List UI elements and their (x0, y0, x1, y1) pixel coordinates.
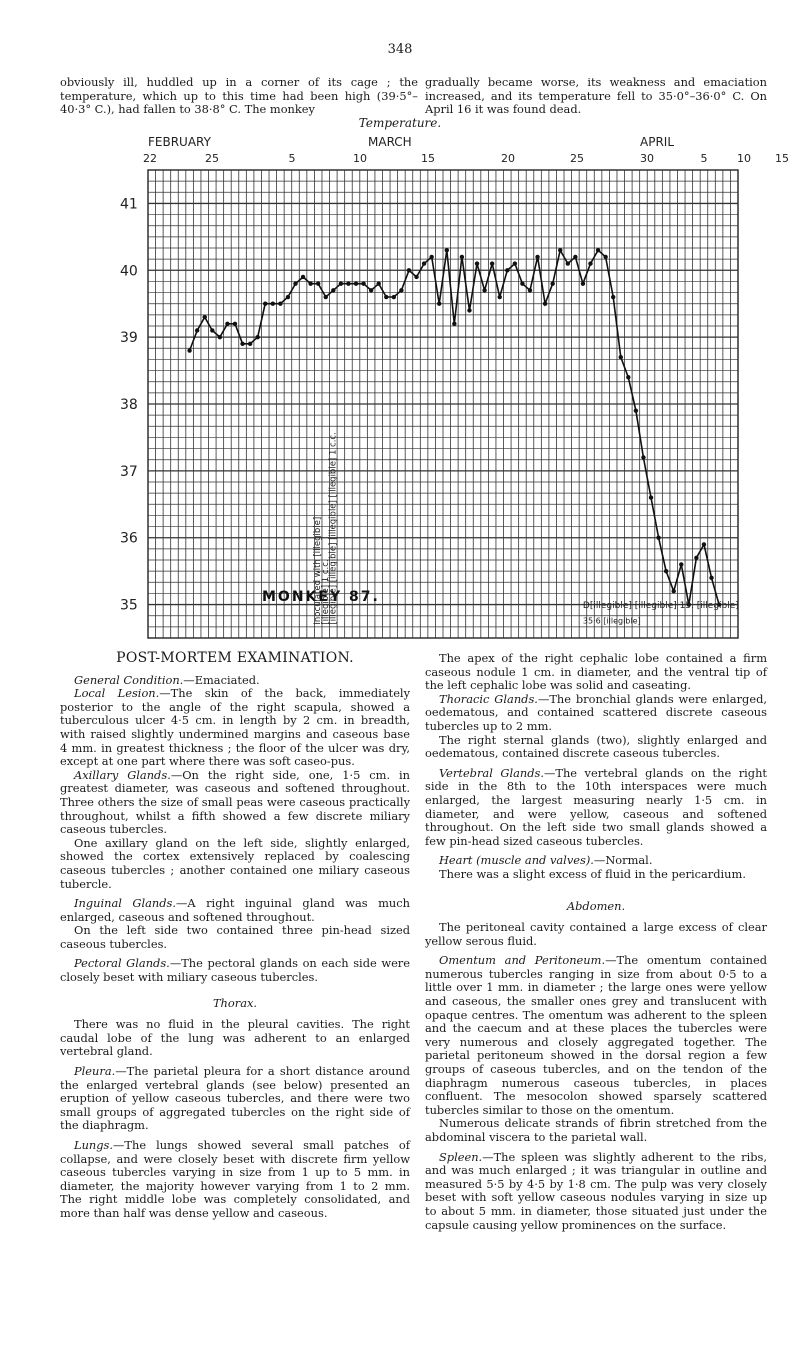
inguinal-left-paragraph: On the left side two contained three pin-head sized caseous tubercles. (60, 923, 410, 951)
temperature-point (377, 281, 381, 285)
temperature-point (535, 255, 539, 259)
y-tick-label: 35 (120, 597, 138, 614)
date-tick-label: 10 (737, 152, 751, 165)
death-note: D[illegible] [illegible] 15. [illegible] (582, 600, 739, 611)
temperature-point (513, 261, 517, 265)
date-tick-label: 22 (143, 152, 157, 165)
temperature-point (490, 261, 494, 265)
temperature-point (293, 281, 297, 285)
temperature-point (603, 255, 607, 259)
inguinal-text: —A right inguinal gland was much enlarged, caseous and softened throughout. (60, 896, 410, 924)
temperature-point (210, 328, 214, 332)
y-tick-label: 41 (120, 196, 138, 213)
general-condition-text: —Emaciated. (183, 672, 260, 687)
vertebral-text: —The vertebral glands on the right side in the 8th to the 10th interspaces were much enlarged, the largest measuring nearly 1·5 cm. in diameter, and were yellow, caseous and softened throughout. On the left side two small glands showed a few pin-head sized caseous tubercles. (425, 765, 767, 848)
temperature-point (672, 589, 676, 593)
temperature-point (596, 248, 600, 252)
temperature-point (346, 281, 350, 285)
date-tick-label: 25 (570, 152, 584, 165)
temperature-point (271, 302, 275, 306)
temperature-point (301, 275, 305, 279)
date-tick-label: 30 (640, 152, 654, 165)
general-condition-label: General Condition. (74, 672, 184, 687)
temperature-point (218, 335, 222, 339)
temperature-point (263, 302, 267, 306)
temperature-point (331, 288, 335, 292)
temperature-point (702, 542, 706, 546)
date-tick-label: 5 (700, 152, 708, 165)
temperature-point (195, 328, 199, 332)
temperature-point (384, 295, 388, 299)
temperature-point (361, 281, 365, 285)
temperature-point (505, 268, 509, 272)
sternal-paragraph: The right sternal glands (two), slightly enlarged and oedematous, contained discrete caseous tubercles. (425, 732, 767, 761)
temperature-point (225, 322, 229, 326)
intro-left (60, 76, 418, 117)
general-condition-paragraph (60, 674, 410, 688)
thoracic-glands-text: —The bronchial glands were enlarged, oedematous, and contained scattered discrete caseous tubercles up to 2 mm. (425, 691, 767, 733)
temperature-point (460, 255, 464, 259)
temperature-point (626, 375, 630, 379)
pectoral-paragraph (60, 957, 410, 984)
temperature-point (255, 335, 259, 339)
heart-text: —Normal. (593, 853, 653, 868)
heart-paragraph (425, 854, 767, 868)
thorax-paragraph: There was no fluid in the pleural cavities. The right caudal lobe of the lung was adherent to an enlarged vertebral gland. (60, 1017, 410, 1059)
fibrin-paragraph: Numerous delicate strands of fibrin stretched from the abdominal viscera to the parietal wall. (425, 1116, 767, 1144)
thoracic-glands-label: Thoracic Glands. (439, 691, 538, 706)
y-tick-label: 37 (120, 463, 138, 480)
page-number: 348 (387, 42, 413, 57)
local-lesion-label: Local Lesion. (74, 686, 160, 701)
local-lesion-paragraph (60, 687, 410, 769)
lungs-paragraph (60, 1139, 410, 1221)
vertebral-label: Vertebral Glands. (439, 765, 544, 780)
temperature-point (573, 255, 577, 259)
lungs-label: Lungs. (74, 1138, 113, 1152)
temperature-point (482, 288, 486, 292)
temperature-point (634, 408, 638, 412)
omentum-label: Omentum and Peritoneum. (439, 953, 606, 968)
inguinal-label: Inguinal Glands. (74, 896, 176, 911)
axillary-left-paragraph: One axillary gland on the left side, slightly enlarged, showed the cortex extensively replaced by coalescing caseous tubercles ; another contained one miliary caseous tubercle. (60, 835, 410, 891)
temperature-point (407, 268, 411, 272)
spleen-text: —The spleen was slightly adherent to the ribs, and was much enlarged ; it was triangular in outline and measured 5·5 by 4·5 by 1·8 cm. The pulp was very closely beset with soft yellow caseous nodules varying in size up to about 5 mm. in diameter, those situated just under the capsule causing yellow prominences on the surface. (425, 1149, 767, 1232)
monkey-label: MONKEY 87. (262, 589, 380, 606)
spleen-paragraph (425, 1151, 767, 1233)
temperature-point (354, 281, 358, 285)
temperature-point (369, 288, 373, 292)
temperature-point (233, 322, 237, 326)
temperature-point (452, 322, 456, 326)
temperature-point (611, 295, 615, 299)
post-mortem-left-column (60, 652, 410, 1221)
chart-title: Temperature. (358, 116, 442, 130)
inoculation-note: [illegible] 1 c.c. (320, 559, 331, 625)
temperature-point (498, 295, 502, 299)
temperature-chart (0, 130, 800, 650)
temperature-point (649, 495, 653, 499)
temperature-point (339, 281, 343, 285)
y-tick-label: 40 (120, 263, 138, 280)
temperature-point (581, 281, 585, 285)
temperature-point (422, 261, 426, 265)
abdomen-heading: Abdomen. (566, 898, 626, 913)
month-label-april: APRIL (640, 135, 675, 149)
temperature-point (392, 295, 396, 299)
date-tick-label: 25 (205, 152, 219, 165)
apex-paragraph: The apex of the right cephalic lobe contained a firm caseous nodule 1 cm. in diameter, and the ventral tip of the left cephalic lobe was solid and caseating. (425, 651, 767, 693)
month-label-february: FEBRUARY (148, 135, 211, 149)
temperature-point (709, 576, 713, 580)
temperature-point (467, 308, 471, 312)
y-tick-label: 36 (120, 530, 138, 547)
temperature-point (566, 261, 570, 265)
pleura-label: Pleura. (74, 1064, 116, 1079)
date-tick-label: 15 (775, 152, 789, 165)
temperature-point (248, 342, 252, 346)
temperature-point (656, 536, 660, 540)
thorax-heading: Thorax. (212, 995, 258, 1010)
temperature-point (399, 288, 403, 292)
temperature-point (316, 281, 320, 285)
y-tick-label: 39 (120, 330, 138, 347)
temperature-point (694, 556, 698, 560)
date-tick-label: 20 (501, 152, 515, 165)
final-temperature-note: 35·6 [illegible] (582, 616, 641, 626)
heart-label: Heart (muscle and valves). (439, 853, 594, 868)
axillary-text: —On the right side, one, 1·5 cm. in greatest diameter, was caseous and softened throughout. Three others the size of small peas were caseous practically throughout, whilst a fifth showed a few discrete miliary caseous tubercles. (60, 767, 411, 837)
local-lesion-text: —The skin of the back, immediately posterior to the angle of the right scapula, showed a tuberculous ulcer 4·5 cm. in length by 2 cm. in breadth, with raised slightly undermined margins and caseous base 4 mm. in greatest thickness ; the floor of the ulcer was dry, except at one part where there was soft caseo-pus. (60, 686, 411, 769)
intro-left-text: obviously ill, huddled up in a corner of its cage ; the temperature, which up to this time had been high (39·5°–40·3° C.), had fallen to 38·8° C. The monkey (60, 75, 418, 117)
temperature-point (558, 248, 562, 252)
axillary-label: Axillary Glands. (74, 767, 171, 782)
inoculation-note: Inoculated with [illegible] (313, 516, 324, 625)
date-tick-label: 5 (288, 152, 296, 165)
post-mortem-heading: POST-MORTEM EXAMINATION. (116, 650, 354, 666)
temperature-point (520, 281, 524, 285)
lungs-text: —The lungs showed several small patches of collapse, and were closely beset with discrete firm yellow caseous tubercles varying in size from 1 up to 5 mm. in diameter, the majority however varying from 1 to 2 mm. The right middle lobe was completely consolidated, and more than half was dense yellow and caseous. (60, 1138, 410, 1220)
temperature-point (445, 248, 449, 252)
vertebral-paragraph (425, 767, 767, 849)
temperature-point (475, 261, 479, 265)
pleura-paragraph (60, 1065, 410, 1133)
month-label-march: MARCH (368, 135, 412, 149)
y-tick-label: 38 (120, 397, 138, 413)
temperature-point (278, 302, 282, 306)
pleura-text: —The parietal pleura for a short distance around the enlarged vertebral glands (see below) presented an eruption of yellow caseous tubercles, and there were two small groups of aggregated tubercles on the right side of the diaphragm. (60, 1064, 410, 1133)
temperature-point (619, 355, 623, 359)
axillary-paragraph (60, 769, 410, 837)
post-mortem-right-column (425, 652, 767, 1232)
inoculation-note: [illegible] [illegible] [illegible] [illegible] 1 c.c. (328, 432, 339, 625)
inguinal-paragraph (60, 897, 410, 924)
thoracic-glands-paragraph (425, 693, 767, 734)
intro-right (425, 76, 767, 117)
temperature-point (437, 302, 441, 306)
temperature-point (641, 455, 645, 459)
temperature-point (324, 295, 328, 299)
date-tick-label: 10 (353, 152, 367, 165)
temperature-point (240, 342, 244, 346)
temperature-point (679, 562, 683, 566)
temperature-point (203, 315, 207, 319)
pectoral-label: Pectoral Glands. (74, 956, 170, 971)
omentum-paragraph (425, 954, 767, 1117)
temperature-point (308, 281, 312, 285)
temperature-point (286, 295, 290, 299)
temperature-point (664, 569, 668, 573)
pectoral-text: —The pectoral glands on each side were closely beset with miliary caseous tubercles. (60, 956, 410, 985)
peritoneal-paragraph: The peritoneal cavity contained a large excess of clear yellow serous fluid. (425, 920, 767, 948)
temperature-point (187, 348, 191, 352)
spleen-label: Spleen. (439, 1149, 483, 1164)
temperature-point (588, 261, 592, 265)
temperature-point (550, 281, 554, 285)
temperature-point (429, 255, 433, 259)
temperature-point (543, 302, 547, 306)
temperature-point (414, 275, 418, 279)
intro-right-text: gradually became worse, its weakness and emaciation increased, and its temperature fell to 35·0°–36·0° C. On April 16 it was found dead. (425, 75, 767, 117)
date-tick-label: 15 (421, 152, 435, 165)
omentum-text: —The omentum contained numerous tubercles ranging in size from about 0·5 to a little over 1 mm. in diameter ; the large ones were yellow and caseous, the smaller ones grey and translucent with opaque centres. The omentum was adherent to the spleen and the caecum and at these places the tubercles were very numerous and closely aggregated together. The parietal peritoneum showed in the dorsal region a few groups of caseous tubercles, and on the tendon of the diaphragm numerous caseous tubercles, in places confluent. The mesocolon showed sparsely scattered tubercles similar to those on the omentum. (425, 953, 767, 1117)
pericardium-paragraph: There was a slight excess of fluid in the pericardium. (439, 866, 746, 881)
temperature-point (528, 288, 532, 292)
